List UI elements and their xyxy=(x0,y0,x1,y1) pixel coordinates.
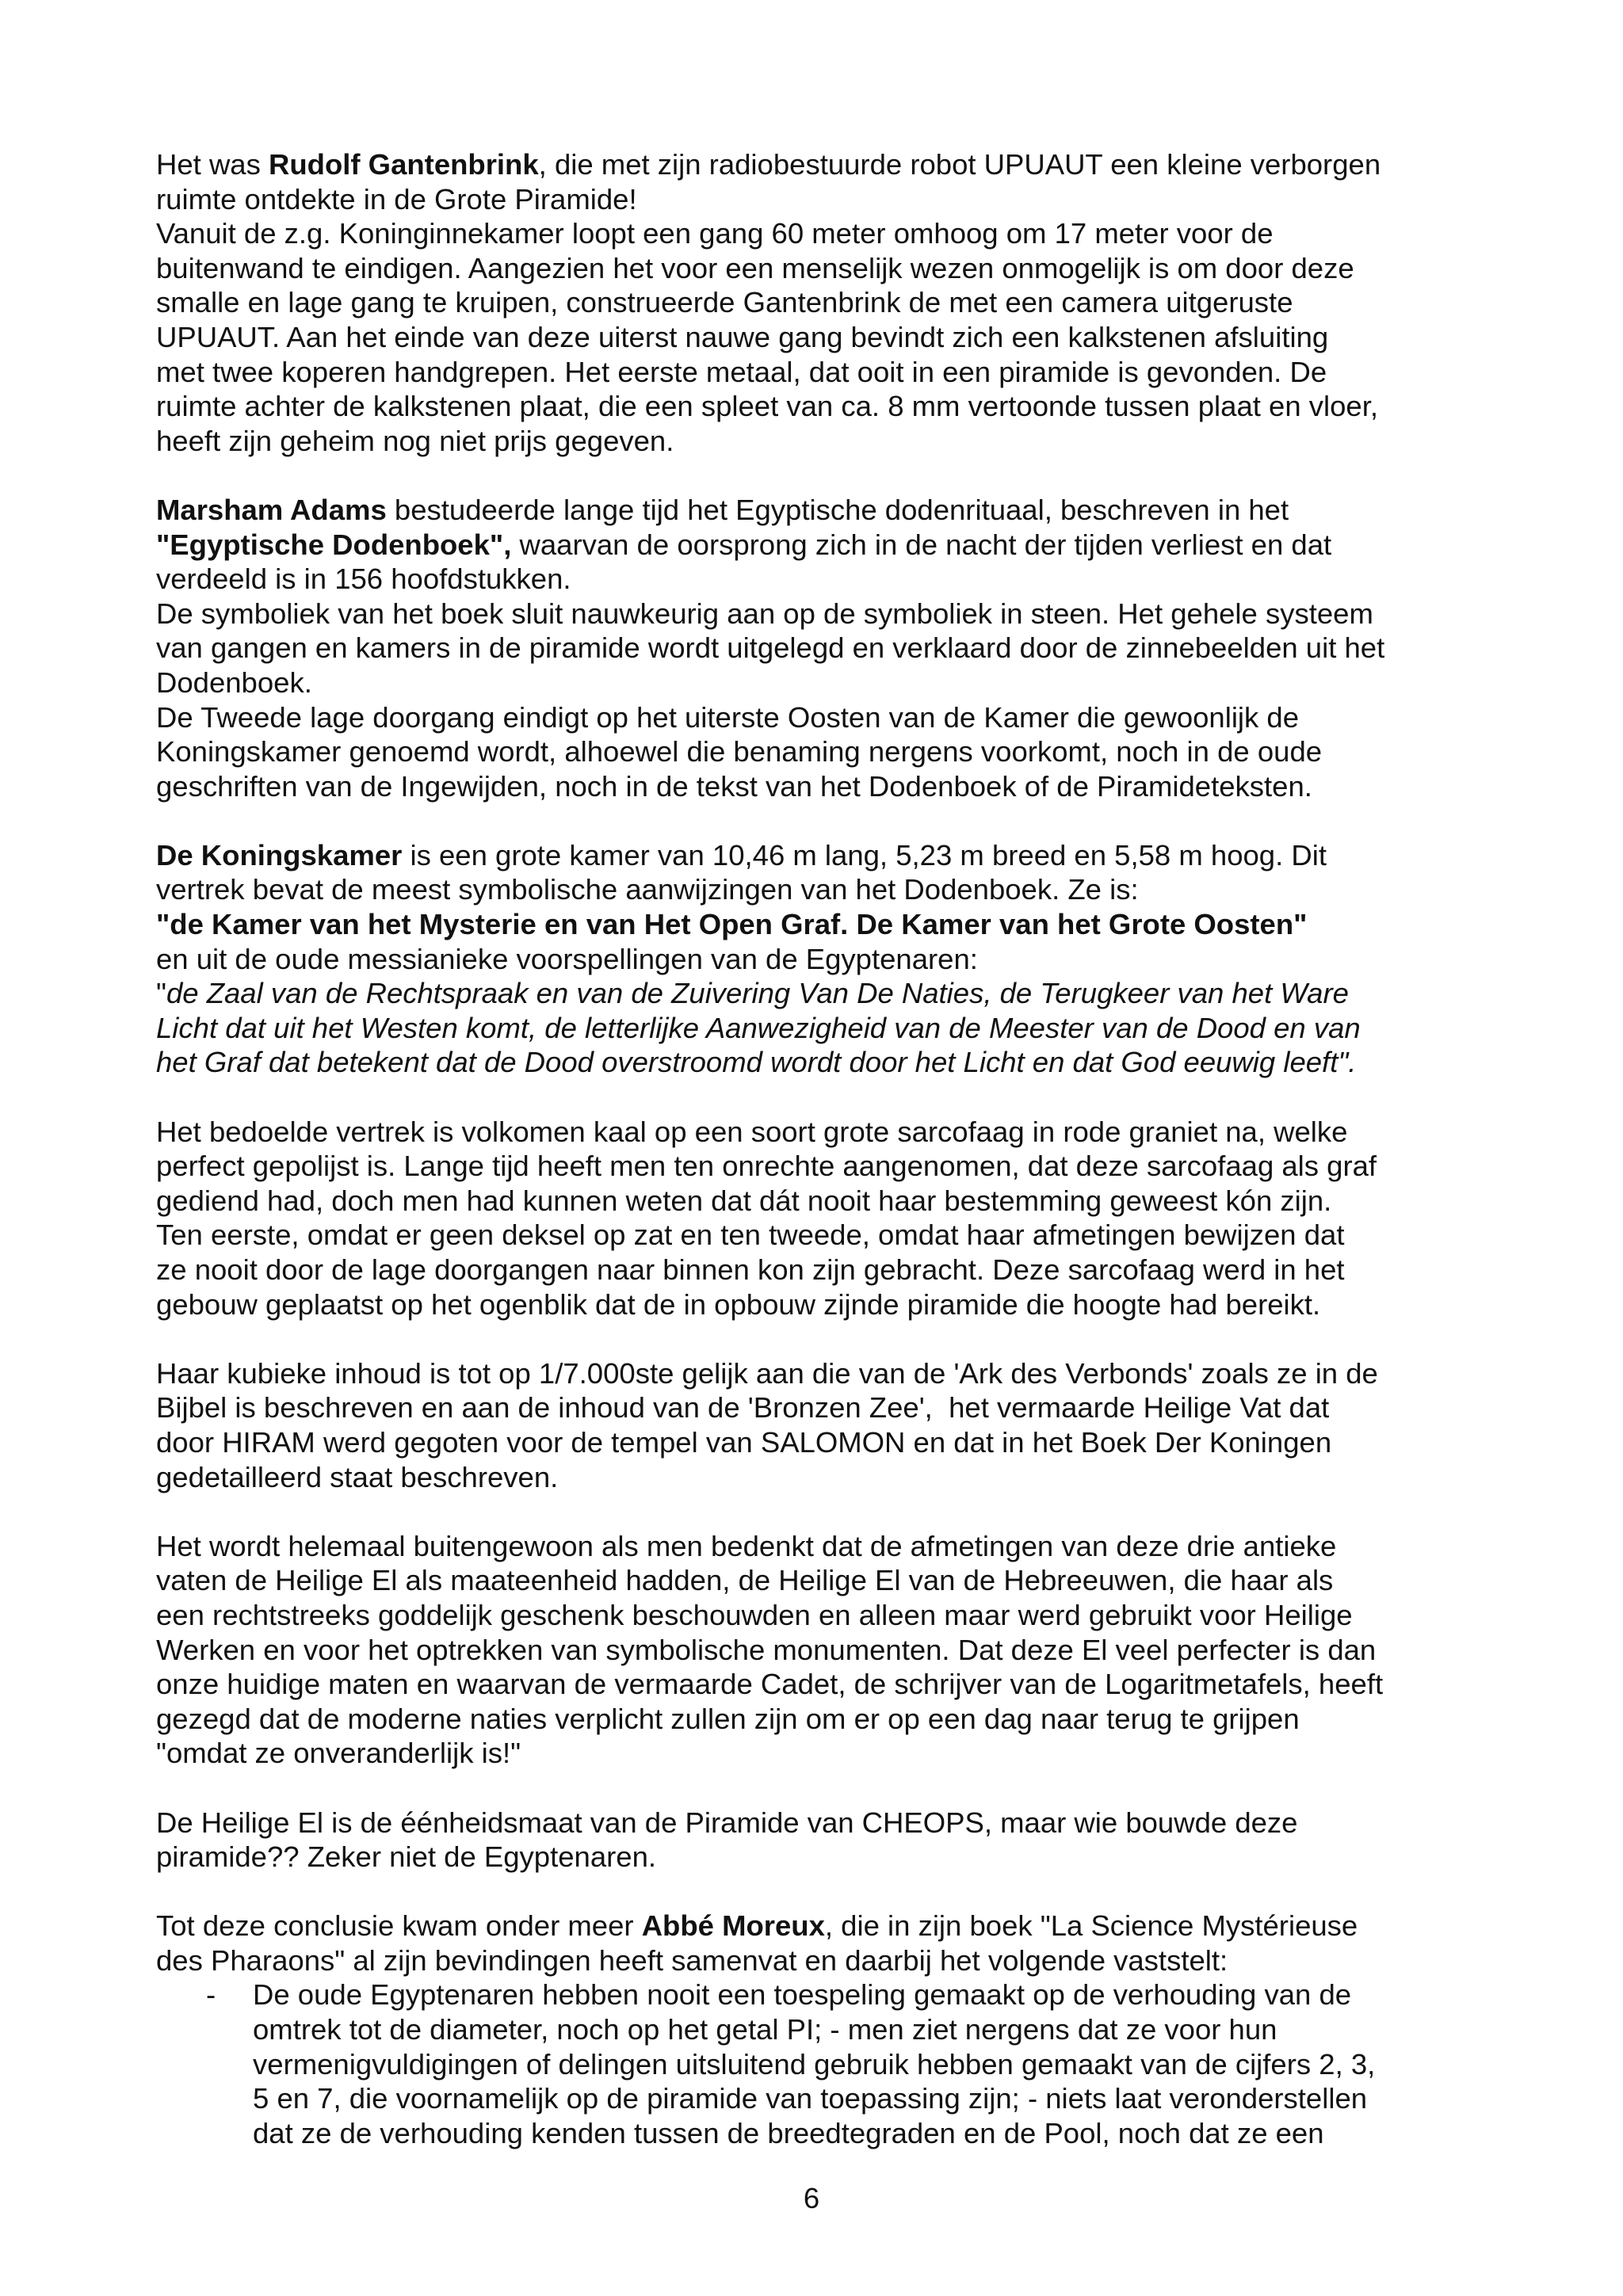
text-span: " xyxy=(156,977,166,1010)
text-line: van gangen en kamers in de piramide wordt uitgelegd en verklaard door de zinnebeelden uit het xyxy=(156,631,1385,665)
italic-quote: Licht dat uit het Westen komt, de letterlijke Aanwezigheid van de Meester van de Dood en van xyxy=(156,1011,1361,1044)
paragraph-gantenbrink xyxy=(156,147,1472,458)
page-number: 6 xyxy=(803,2182,820,2214)
text-line: ruimte ontdekte in de Grote Piramide! xyxy=(156,182,637,215)
text-span: waarvan de oorsprong zich in de nacht der tijden verliest en dat xyxy=(511,528,1332,561)
text-line xyxy=(156,907,1472,942)
text-line: smalle en lage gang te kruipen, construeerde Gantenbrink de met een camera uitgeruste xyxy=(156,286,1293,319)
text-line: dat ze de verhouding kenden tussen de breedtegraden en de Pool, noch dat ze een xyxy=(253,2116,1324,2149)
text-line: omtrek tot de diameter, noch op het getal PI; - men ziet nergens dat ze voor hun xyxy=(253,2013,1277,2046)
paragraph-heilige-el xyxy=(156,1529,1472,1771)
bold-quote: "de Kamer van het Mysterie en van Het Open Graf. De Kamer van het Grote Oosten" xyxy=(156,908,1308,941)
text-line: onze huidige maten en waarvan de vermaarde Cadet, de schrijver van de Logaritmetafels, heeft xyxy=(156,1668,1384,1701)
text-line: door HIRAM werd gegoten voor de tempel van SALOMON en dat in het Boek Der Koningen xyxy=(156,1425,1332,1459)
bold-name: Abbé Moreux xyxy=(641,1909,825,1943)
bullet-dash: - xyxy=(206,1978,216,2012)
bold-title: "Egyptische Dodenboek", xyxy=(156,528,512,561)
text-line: gedetailleerd staat beschreven. xyxy=(156,1460,559,1493)
text-span: Tot deze conclusie kwam onder meer xyxy=(156,1909,642,1943)
text-line xyxy=(156,1011,1472,1046)
text-line: een rechtstreeks goddelijk geschenk beschouwden en alleen maar werd gebruikt voor Heilige xyxy=(156,1598,1353,1631)
text-line: des Pharaons" al zijn bevindingen heeft samenvat en daarbij het volgende vaststelt: xyxy=(156,1943,1228,1977)
text-line: perfect gepolijst is. Lange tijd heeft men ten onrechte aangenomen, dat deze sarcofaag als graf xyxy=(156,1150,1377,1183)
paragraph-koningskamer xyxy=(156,838,1472,1080)
text-line: vermenigvuldigingen of delingen uitsluitend gebruik hebben gemaakt van de cijfers 2, 3, xyxy=(253,2047,1376,2081)
bold-name: De Koningskamer xyxy=(156,838,403,871)
text-span: Het was xyxy=(156,148,269,181)
text-line: vertrek bevat de meest symbolische aanwijzingen van het Dodenboek. Ze is: xyxy=(156,873,1139,906)
text-line: Vanuit de z.g. Koninginnekamer loopt een gang 60 meter omhoog om 17 meter voor de xyxy=(156,217,1274,250)
text-line: gezegd dat de moderne naties verplicht zullen zijn om er op een dag naar terug te grijpen xyxy=(156,1702,1300,1735)
text-line: ze nooit door de lage doorgangen naar binnen kon zijn gebracht. Deze sarcofaag werd in het xyxy=(156,1253,1345,1286)
bold-name: Marsham Adams xyxy=(156,493,387,526)
italic-quote: de Zaal van de Rechtspraak en van de Zuivering Van De Naties, de Terugkeer van het Ware xyxy=(166,977,1349,1010)
paragraph-kubieke-inhoud xyxy=(156,1356,1472,1494)
text-line: gebouw geplaatst op het ogenblik dat de in opbouw zijnde piramide die hoogte had bereikt. xyxy=(156,1287,1321,1321)
text-line: De oude Egyptenaren hebben nooit een toespeling gemaakt op de verhouding van de xyxy=(253,1978,1352,2012)
text-line xyxy=(156,1045,1472,1080)
text-line: De symboliek van het boek sluit nauwkeurig aan op de symboliek in steen. Het gehele systeem xyxy=(156,597,1373,630)
text-line: en uit de oude messianieke voorspellingen van de Egyptenaren: xyxy=(156,942,978,975)
text-line: piramide?? Zeker niet de Egyptenaren. xyxy=(156,1840,657,1874)
text-line: Ten eerste, omdat er geen deksel op zat en ten tweede, omdat haar afmetingen bewijzen dat xyxy=(156,1219,1345,1252)
text-line: UPUAUT. Aan het einde van deze uiterst nauwe gang bevindt zich een kalkstenen afsluiting xyxy=(156,320,1329,353)
text-span: bestudeerde lange tijd het Egyptische dodenrituaal, beschreven in het xyxy=(386,493,1289,526)
text-line: Het wordt helemaal buitengewoon als men bedenkt dat de afmetingen van deze drie antieke xyxy=(156,1529,1337,1562)
text-line: De Tweede lage doorgang eindigt op het uiterste Oosten van de Kamer die gewoonlijk de xyxy=(156,700,1300,734)
text-line: Haar kubieke inhoud is tot op 1/7.000ste gelijk aan die van de 'Ark des Verbonds' zoals ze in de xyxy=(156,1356,1378,1390)
text-line xyxy=(156,147,1472,182)
text-line: geschriften van de Ingewijden, noch in de tekst van het Dodenboek of de Piramideteksten. xyxy=(156,769,1312,803)
text-line: heeft zijn geheim nog niet prijs gegeven. xyxy=(156,424,674,457)
text-line: gediend had, doch men had kunnen weten dat dát nooit haar bestemming geweest kón zijn. xyxy=(156,1184,1332,1217)
document-page xyxy=(156,147,1472,2150)
text-line xyxy=(156,976,1472,1011)
text-line: Dodenboek. xyxy=(156,666,312,699)
text-line xyxy=(156,493,1472,528)
text-line: buitenwand te eindigen. Aangezien het voor een menselijk wezen onmogelijk is om door deze xyxy=(156,251,1354,284)
text-span: , die in zijn boek "La Science Mystérieuse xyxy=(824,1909,1358,1943)
bullet-list xyxy=(156,1978,1472,2150)
italic-quote: het Graf dat betekent dat de Dood overstroomd wordt door het Licht en dat God eeuwig leeft". xyxy=(156,1046,1357,1079)
text-line: De Heilige El is de éénheidsmaat van de Piramide van CHEOPS, maar wie bouwde deze xyxy=(156,1806,1298,1839)
text-line: ruimte achter de kalkstenen plaat, die een spleet van ca. 8 mm vertoonde tussen plaat en vloer, xyxy=(156,390,1379,423)
text-line xyxy=(156,1909,1472,1943)
text-line: 5 en 7, die voornamelijk op de piramide van toepassing zijn; - niets laat veronderstellen xyxy=(253,2082,1368,2115)
text-line: met twee koperen handgrepen. Het eerste metaal, dat ooit in een piramide is gevonden. De xyxy=(156,355,1327,388)
text-line xyxy=(156,838,1472,873)
text-line: vaten de Heilige El als maateenheid hadden, de Heilige El van de Hebreeuwen, die haar als xyxy=(156,1564,1334,1597)
text-span: , die met zijn radiobestuurde robot UPUAUT een kleine verborgen xyxy=(538,148,1381,181)
paragraph-abbe-moreux xyxy=(156,1909,1472,1978)
bold-name: Rudolf Gantenbrink xyxy=(269,148,539,181)
text-line: Bijbel is beschreven en aan de inhoud van de 'Bronzen Zee', het vermaarde Heilige Vat dat xyxy=(156,1391,1330,1425)
text-line: Het bedoelde vertrek is volkomen kaal op een soort grote sarcofaag in rode graniet na, welke xyxy=(156,1115,1348,1148)
text-span: is een grote kamer van 10,46 m lang, 5,23 m breed en 5,58 m hoog. Dit xyxy=(402,838,1327,871)
text-line: Werken en voor het optrekken van symbolische monumenten. Dat deze El veel perfecter is dan xyxy=(156,1633,1377,1666)
paragraph-sarcofaag xyxy=(156,1115,1472,1322)
text-line xyxy=(156,528,1472,563)
list-item xyxy=(156,1978,1472,2150)
text-line: "omdat ze onveranderlijk is!" xyxy=(156,1737,521,1770)
text-line: Koningskamer genoemd wordt, alhoewel die benaming nergens voorkomt, noch in de oude xyxy=(156,735,1323,769)
text-line: verdeeld is in 156 hoofdstukken. xyxy=(156,563,571,596)
paragraph-cheops xyxy=(156,1806,1472,1875)
paragraph-marsham-adams xyxy=(156,493,1472,803)
